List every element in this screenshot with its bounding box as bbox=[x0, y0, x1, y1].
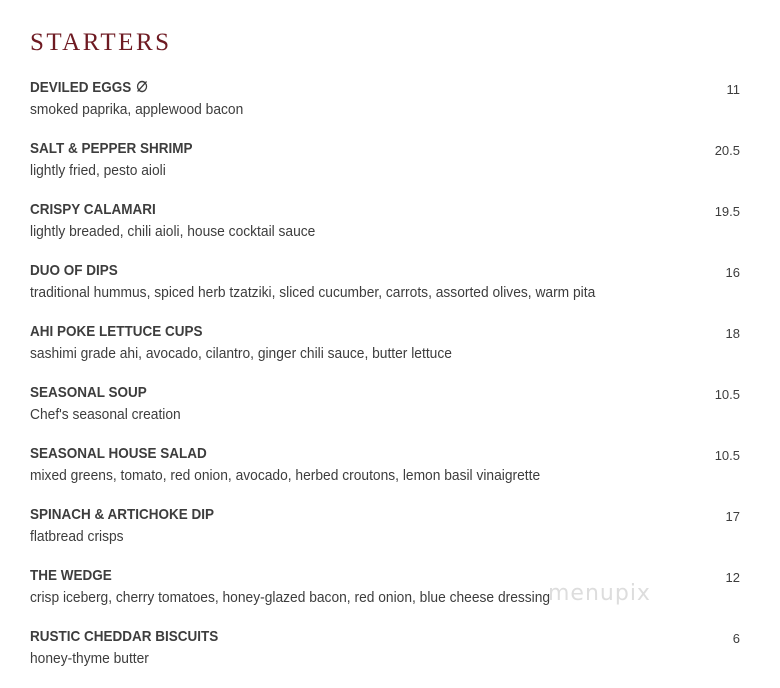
item-name: AHI POKE LETTUCE CUPS bbox=[30, 323, 203, 340]
item-name: RUSTIC CHEDDAR BISCUITS bbox=[30, 628, 219, 645]
menu-item-seasonal-soup bbox=[30, 383, 742, 444]
menu-item-duo-of-dips bbox=[30, 261, 742, 322]
menu-item-deviled-eggs bbox=[30, 78, 742, 139]
item-description: honey-thyme butter bbox=[30, 650, 149, 667]
item-name: DUO OF DIPS bbox=[30, 262, 118, 279]
item-price: 11 bbox=[726, 82, 740, 97]
item-name: THE WEDGE bbox=[30, 567, 112, 584]
item-description: Chef's seasonal creation bbox=[30, 406, 181, 423]
menu-item-salt-pepper-shrimp bbox=[30, 139, 742, 200]
menu-item-ahi-poke-lettuce-cups bbox=[30, 322, 742, 383]
item-price: 16 bbox=[725, 265, 740, 280]
menu-item-rustic-cheddar-biscuits bbox=[30, 627, 742, 688]
item-description: mixed greens, tomato, red onion, avocado, herbed croutons, lemon basil vinaigrette bbox=[30, 467, 541, 484]
item-price: 18 bbox=[725, 326, 740, 341]
item-price: 6 bbox=[732, 631, 740, 646]
item-description: crisp iceberg, cherry tomatoes, honey-glazed bacon, red onion, blue cheese dressing bbox=[30, 589, 551, 606]
item-name: SEASONAL SOUP bbox=[30, 384, 147, 401]
item-price: 10.5 bbox=[714, 448, 740, 463]
item-price: 17 bbox=[725, 509, 740, 524]
item-name: SEASONAL HOUSE SALAD bbox=[30, 445, 207, 462]
item-price: 20.5 bbox=[714, 143, 740, 158]
item-description: sashimi grade ahi, avocado, cilantro, ginger chili sauce, butter lettuce bbox=[30, 345, 452, 362]
item-price: 10.5 bbox=[714, 387, 740, 402]
item-description: lightly breaded, chili aioli, house cocktail sauce bbox=[30, 223, 316, 240]
section-title: STARTERS bbox=[30, 29, 172, 56]
item-name: DEVILED EGGS bbox=[30, 78, 671, 98]
item-description: traditional hummus, spiced herb tzatziki, sliced cucumber, carrots, assorted olives, warm pita bbox=[30, 284, 596, 301]
item-description: lightly fried, pesto aioli bbox=[30, 162, 166, 179]
item-price: 12 bbox=[725, 570, 740, 585]
vegetarian-icon bbox=[136, 80, 148, 93]
item-name: CRISPY CALAMARI bbox=[30, 201, 156, 218]
item-name: SPINACH & ARTICHOKE DIP bbox=[30, 506, 215, 523]
menu-item-spinach-artichoke-dip bbox=[30, 505, 742, 566]
menu-item-seasonal-house-salad bbox=[30, 444, 742, 505]
watermark: menupix bbox=[548, 581, 651, 606]
menu-item-crispy-calamari bbox=[30, 200, 742, 261]
item-description: flatbread crisps bbox=[30, 528, 124, 545]
item-name: SALT & PEPPER SHRIMP bbox=[30, 140, 193, 157]
item-description: smoked paprika, applewood bacon bbox=[30, 101, 244, 118]
item-price: 19.5 bbox=[714, 204, 740, 219]
